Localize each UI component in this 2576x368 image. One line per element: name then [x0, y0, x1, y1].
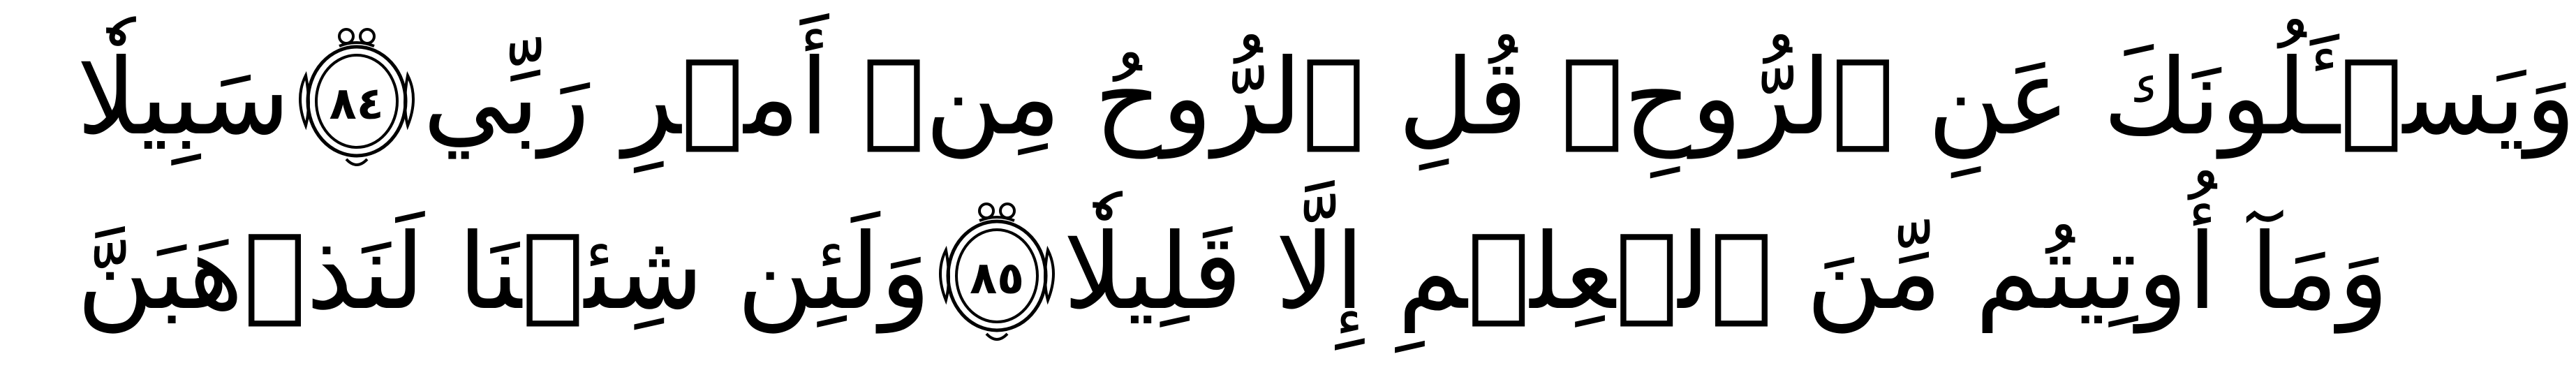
verse-text-segment: سَبِيلٗا [77, 37, 290, 159]
verse-text-segment: وَمَآ أُوتِيتُم مِّنَ ٱلۡعِلۡمِ إِلَّا قَلِيلٗا [1063, 212, 2389, 333]
verse-line-1 [77, 14, 2576, 182]
verse-line-2 [77, 189, 2389, 356]
verse-text-segment: وَلَئِن شِئۡنَا لَنَذۡهَبَنَّ [77, 212, 931, 333]
verse-number: ٨٥ [970, 253, 1025, 304]
verse-text-segment: وَيَسۡـَٔلُونَكَ عَنِ ٱلرُّوحِۖ قُلِ ٱلرُّوحُ مِنۡ أَمۡرِ رَبِّي [422, 37, 2576, 159]
verse-end-marker-84 [290, 21, 423, 175]
verse-end-marker-85 [931, 196, 1063, 349]
verse-number: ٨٤ [329, 78, 384, 130]
